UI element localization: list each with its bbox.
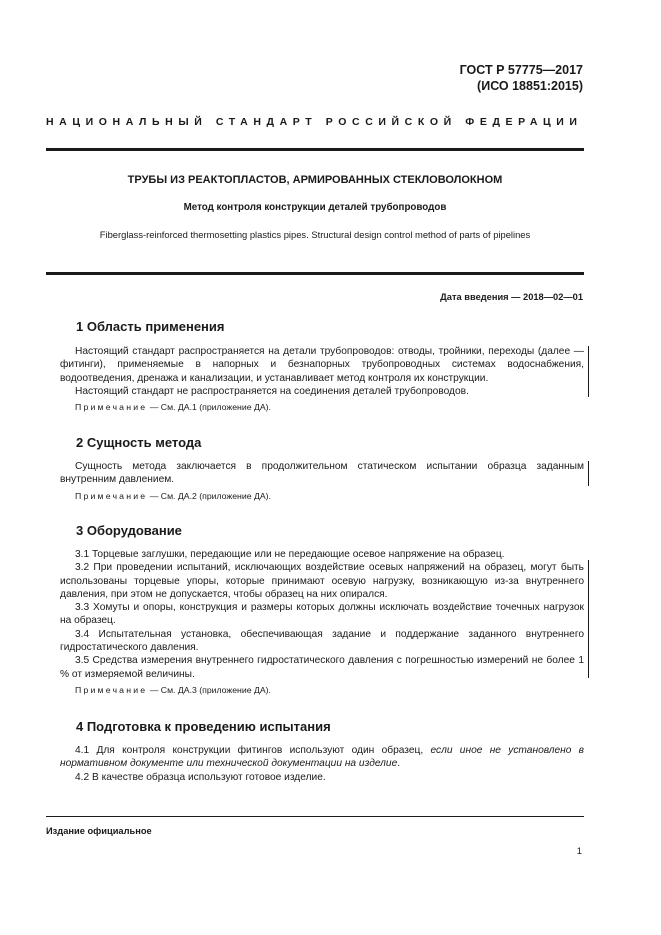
section-1-paragraph-2: Настоящий стандарт не распространяется на соединения деталей трубопроводов. [75, 385, 469, 397]
section-4-paragraph-2: 4.2 В качестве образца используют готовое изделие. [75, 771, 326, 783]
section-3-paragraph-4: 3.4 Испытательная установка, обеспечивающая задание и поддержание заданного внутреннего гидростатического давления. [60, 628, 584, 654]
footer-divider [46, 816, 584, 817]
document-header-codes [460, 62, 583, 94]
top-divider [46, 148, 584, 151]
paragraph-end: . [397, 758, 401, 770]
entry-date: Дата введения — 2018—02—01 [440, 292, 583, 302]
section-3-heading: 3 Оборудование [76, 523, 182, 538]
page-number: 1 [576, 846, 582, 857]
gost-code: ГОСТ Р 57775—2017 [459, 63, 583, 77]
italic-clause: если иное не установлено в нормативном документе или технической документации на изделие [60, 745, 584, 770]
section-3-paragraph-3: 3.3 Хомуты и опоры, конструкция и размеры которых должны исключать воздействие точечных нагрузок на образец. [60, 602, 584, 627]
section-1-note [60, 401, 584, 414]
section-3-paragraph-2: 3.2 При проведении испытаний, исключающих воздействие осевых напряжений на образец, могут быть использованы торцевые упоры, которые принимают осевую нагрузку, возникающую из-за внутреннего давления, при этом не допускается, чтобы образец на них опирался. [60, 562, 584, 600]
section-1-paragraph-1: Настоящий стандарт распространяется на детали трубопроводов: отводы, тройники, переходы (далее — фитинги), применяемые в напорных и безнапорных трубопроводных системах водоснабжения, водоотведения, дренажа и канализации, и устанавливает метод контроля их конструкции. [60, 346, 584, 384]
document-subtitle: Метод контроля конструкции деталей трубопроводов [183, 202, 447, 213]
change-bar [588, 461, 589, 486]
national-standard-banner: НАЦИОНАЛЬНЫЙ СТАНДАРТ РОССИЙСКОЙ ФЕДЕРАЦИИ [46, 116, 583, 128]
section-4-paragraph-1 [60, 744, 584, 771]
note-text: — См. ДА.1 (приложение ДА). [147, 402, 271, 413]
paragraph-text: 4.1 Для контроля конструкции фитингов используют один образец, [75, 745, 431, 756]
change-bar [588, 560, 589, 678]
section-1-body [60, 345, 584, 414]
note-label: Примечание [75, 490, 148, 501]
title-divider [46, 272, 584, 275]
iso-code: (ИСО 18851:2015) [477, 79, 583, 93]
section-2-heading: 2 Сущность метода [76, 435, 202, 450]
section-1-heading: 1 Область применения [76, 319, 225, 334]
document-title: ТРУБЫ ИЗ РЕАКТОПЛАСТОВ, АРМИРОВАННЫХ СТЕКЛОВОЛОКНОМ [127, 174, 503, 186]
section-3-body [60, 548, 584, 697]
english-title: Fiberglass-reinforced thermosetting plastics pipes. Structural design control method of parts of pipelines [99, 229, 531, 240]
section-2-paragraph-1: Сущность метода заключается в продолжительном статическом испытании образца заданным внутренним давлением. [60, 461, 584, 486]
change-bar [588, 346, 589, 397]
note-label: Примечание [75, 684, 148, 695]
section-3-note [60, 684, 584, 697]
section-4-body [60, 744, 584, 784]
section-3-paragraph-5: 3.5 Средства измерения внутреннего гидростатического давления с погрешностью измерений не более 1 % от измеряемой величины. [60, 655, 584, 680]
note-text: — См. ДА.2 (приложение ДА). [147, 490, 271, 501]
section-2-body [60, 460, 584, 503]
section-4-heading: 4 Подготовка к проведению испытания [76, 719, 331, 734]
official-edition-label: Издание официальное [46, 826, 152, 836]
note-text: — См. ДА.3 (приложение ДА). [147, 684, 271, 695]
section-3-paragraph-1: 3.1 Торцевые заглушки, передающие или не передающие осевое напряжение на образец. [75, 549, 505, 560]
section-2-note [60, 490, 584, 503]
note-label: Примечание [75, 402, 148, 413]
